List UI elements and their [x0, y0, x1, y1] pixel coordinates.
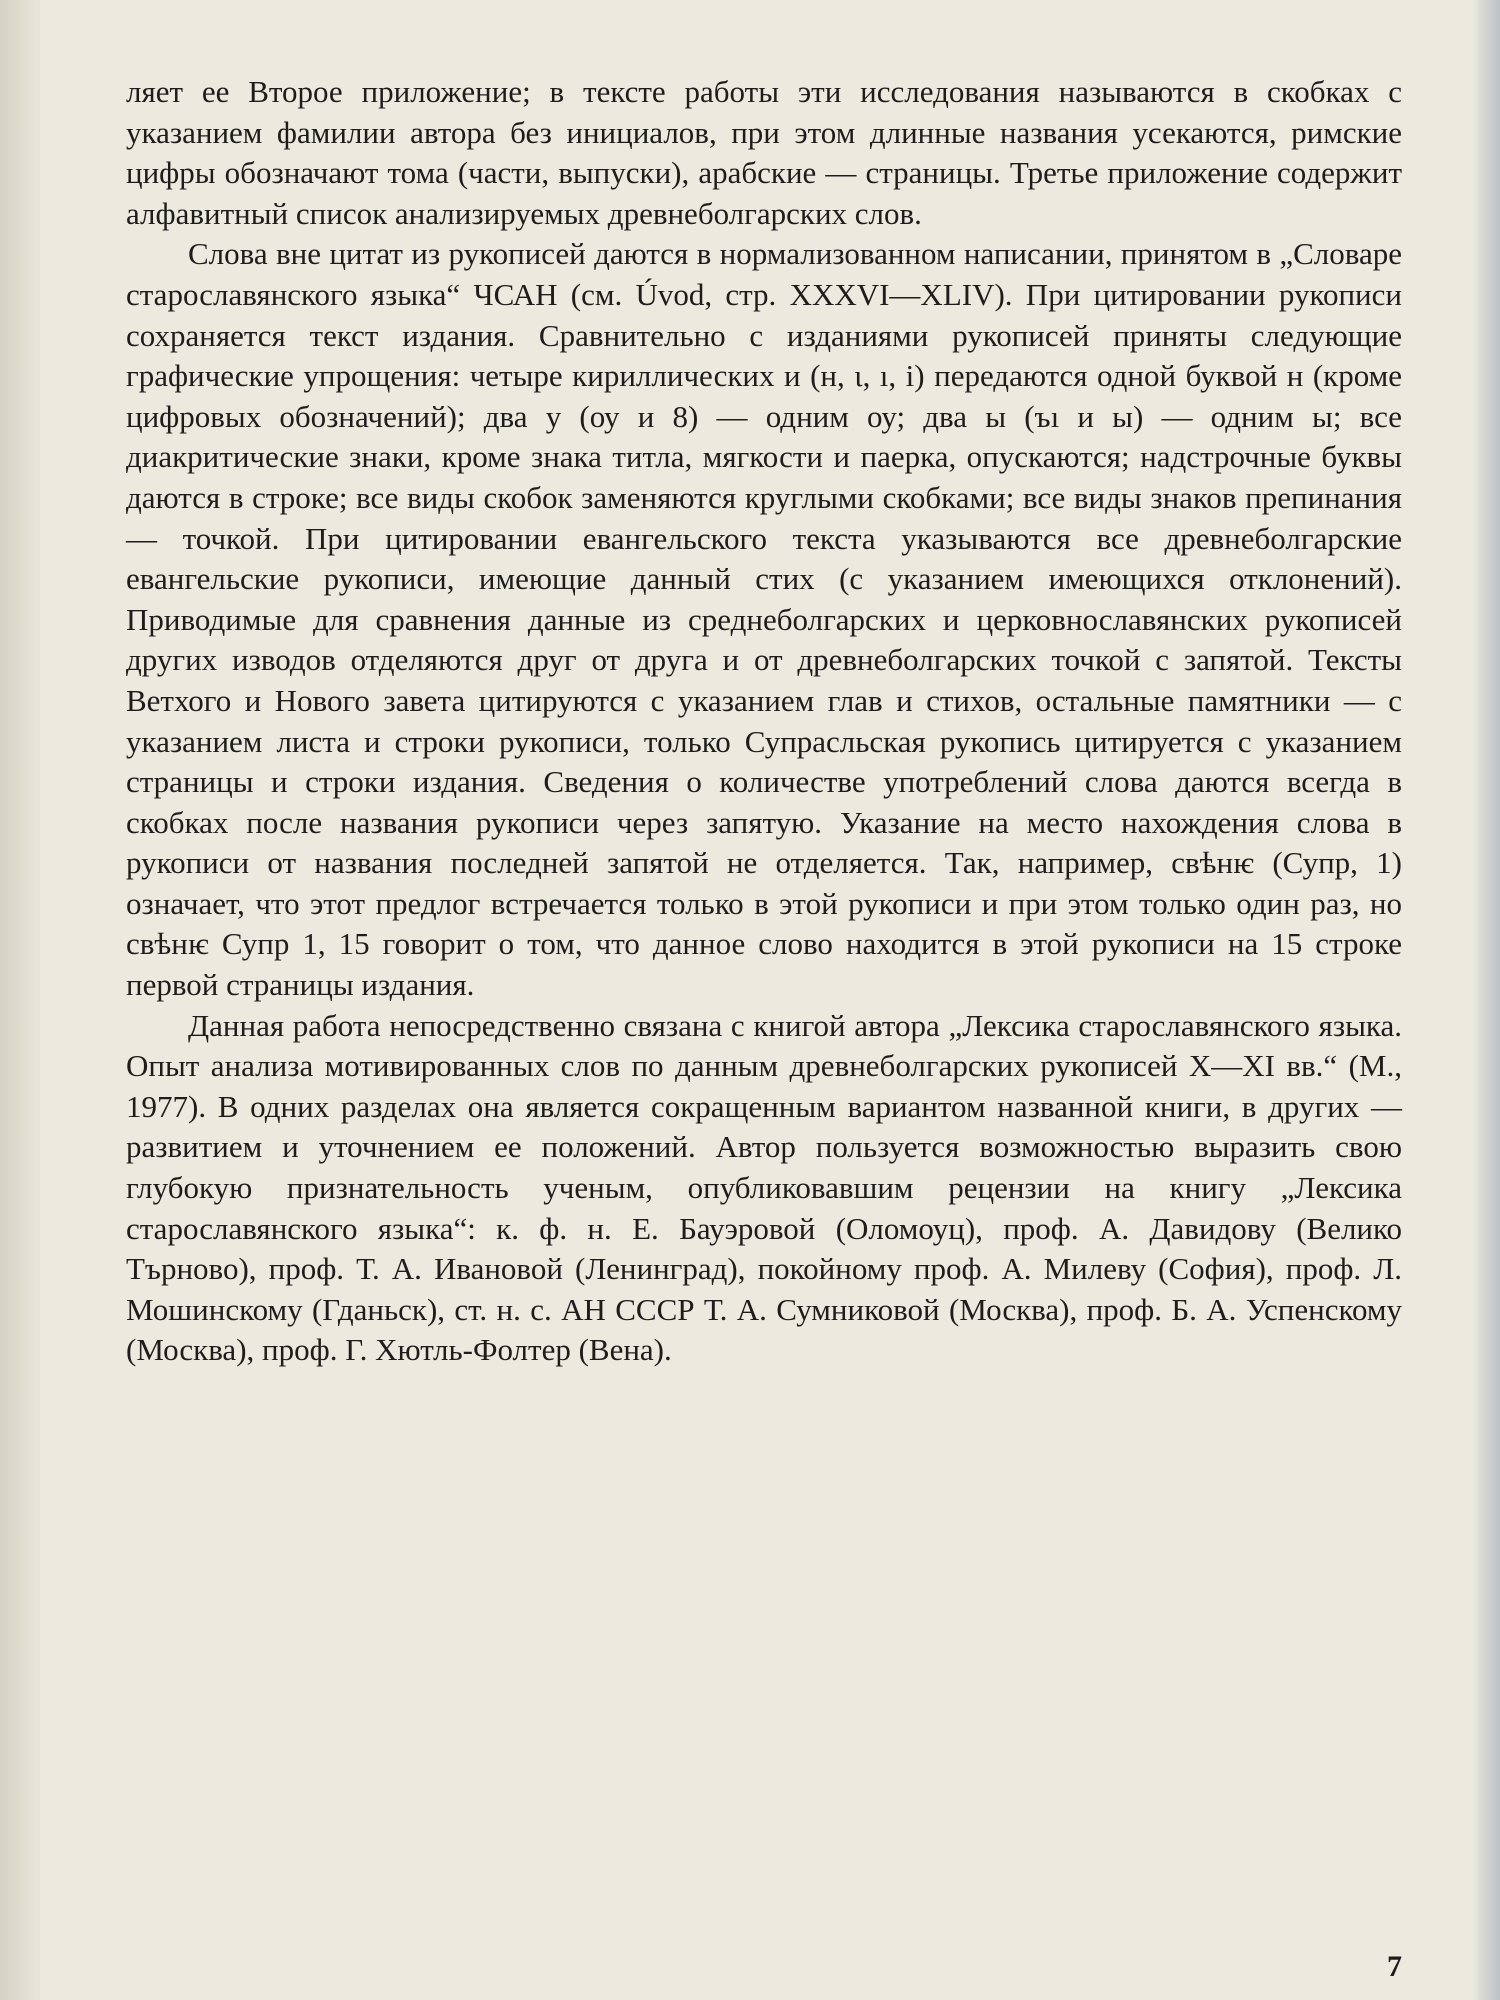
paragraph-2: Слова вне цитат из рукописей даются в нормализованном написании, принятом в „Словаре старославянского языка“ ЧСАН (см. Úvod, стр. XXXVI—XLIV). При цитировании рукописи сохраняется текст издания. Сравнительно с изданиями рукописей приняты следующие графические упрощения: четыре кириллических и (н, ι, ı, i) передаются одной буквой н (кроме цифровых обозначений); два у (оу и 8) — одним оу; два ы (ъı и ы) — одним ы; все диакритические знаки, кроме знака титла, мягкости и паерка, опускаются; надстрочные буквы даются в строке; все виды скобок заменяются круглыми скобками; все виды знаков препинания — точкой. При цитировании евангельского текста указываются все древнеболгарские евангельские рукописи, имеющие данный стих (с указанием имеющихся отклонений). Приводимые для сравнения данные из среднеболгарских и церковнославянских рукописей других изводов отделяются друг от друга и от древнеболгарских точкой с запятой. Тексты Ветхого и Нового завета цитируются с указанием глав и стихов, остальные памятники — с указанием листа и строки рукописи, только Супрасльская рукопись цитируется с указанием страницы и строки издания. Сведения о количестве употреблений слова даются всегда в скобках после названия рукописи через запятую. Указание на место нахождения слова в рукописи от названия последней запятой не отделяется. Так, например, свѣнѥ (Супр, 1) означает, что этот предлог встречается только в этой рукописи и при этом только один раз, но свѣнѥ Супр 1, 15 говорит о том, что данное слово находится в этой рукописи на 15 строке первой страницы издания. — [126, 236, 1402, 1003]
body-text — [126, 72, 1402, 1371]
page-number: 7 — [1387, 1950, 1402, 1983]
paragraph-3: Данная работа непосредственно связана с книгой автора „Лексика старославянского языка. Опыт анализа мотивированных слов по данным древнеболгарских рукописей X—XI вв.“ (М., 1977). В одних разделах она является сокращенным вариантом названной книги, в других — развитием и уточнением ее положений. Автор пользуется возможностью выразить свою глубокую признательность ученым, опубликовавшим рецензии на книгу „Лексика старославянского языка“: к. ф. н. Е. Бауэровой (Оломоуц), проф. А. Давидову (Велико Търново), проф. Т. А. Ивановой (Ленинград), покойному проф. А. Милеву (София), проф. Л. Мошинскому (Гданьск), ст. н. с. АН СССР Т. А. Сумниковой (Москва), проф. Б. А. Успенскому (Москва), проф. Г. Хютль-Фолтер (Вена). — [126, 1007, 1402, 1368]
right-edge-shadow — [1472, 0, 1500, 2000]
paragraph-1: ляет ее Второе приложение; в тексте работы эти исследования называются в скобках с указанием фамилии автора без инициалов, при этом длинные названия усекаются, римские цифры обозначают тома (части, выпуски), арабские — страницы. Третье приложение содержит алфавитный список анализируемых древнеболгарских слов. — [126, 74, 1402, 231]
